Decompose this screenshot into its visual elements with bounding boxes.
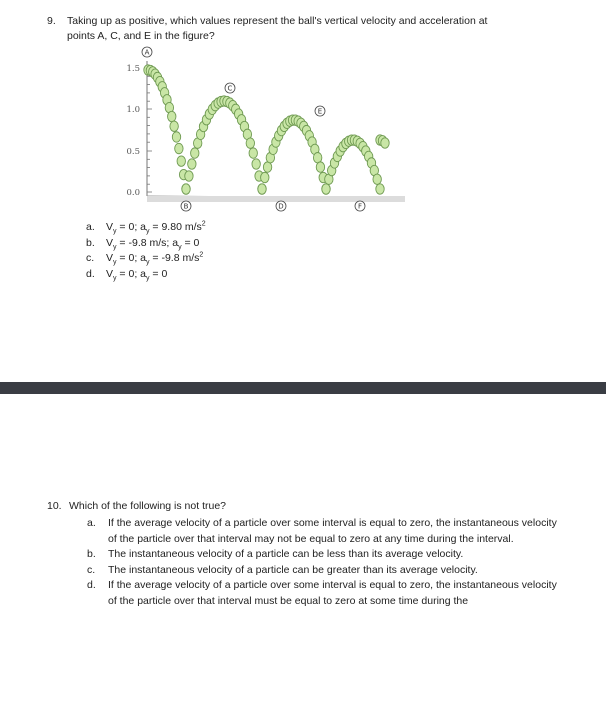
ball-trajectory: [144, 65, 389, 194]
acceleration-value: = 9.80 m/s: [149, 221, 202, 233]
point-label-e: E: [317, 107, 323, 116]
velocity-symbol: V: [106, 236, 114, 249]
option-letter: c.: [86, 252, 95, 264]
acceleration-subscript: y: [146, 274, 150, 282]
option-text: If the average velocity of a particle over some interval is equal to zero, the instantaneous velocity of the particle over that interval must be equal to zero at some time during the: [108, 579, 557, 607]
option-letter: a.: [86, 221, 95, 233]
question-text-line1: Taking up as positive, which values represent the ball's vertical velocity and acceleration at: [67, 15, 488, 27]
velocity-symbol: V: [106, 221, 114, 233]
question-text: Which of the following is not true?: [69, 500, 226, 512]
ball-position: [168, 111, 176, 121]
option-a: [86, 220, 206, 236]
ball-position: [261, 172, 269, 182]
ball-position: [322, 184, 330, 194]
acceleration-value: = 0: [181, 236, 200, 249]
option-text: The instantaneous velocity of a particle can be greater than its average velocity.: [108, 563, 478, 576]
question-10-prompt: [47, 499, 226, 514]
acceleration-subscript: y: [178, 243, 182, 251]
ball-position: [252, 159, 260, 169]
ball-position: [185, 171, 193, 181]
point-label-d: D: [278, 202, 284, 211]
option-b: [86, 236, 206, 252]
option-letter: a.: [87, 517, 96, 529]
ball-position: [313, 152, 321, 162]
y-tick-label: 1.5: [126, 64, 140, 74]
y-ticks: [126, 64, 152, 198]
ball-position: [316, 162, 324, 172]
option-letter: b.: [87, 548, 96, 560]
velocity-symbol: V: [106, 252, 114, 264]
ball-position: [188, 159, 196, 169]
acceleration-subscript: y: [146, 228, 150, 236]
option-c: [86, 251, 206, 267]
option-d: [87, 578, 567, 609]
option-a: [87, 516, 567, 547]
ball-position: [182, 184, 190, 194]
ball-position: [249, 148, 257, 158]
option-b: [87, 547, 567, 563]
velocity-value: = 0; a: [116, 267, 146, 280]
ball-position: [172, 132, 180, 142]
option-letter: c.: [87, 563, 96, 576]
velocity-subscript: y: [113, 274, 117, 282]
velocity-value: = -9.8 m/s; a: [116, 236, 179, 249]
point-label-f: F: [357, 202, 363, 211]
y-tick-label: 0.5: [126, 147, 140, 157]
ball-position: [246, 138, 254, 148]
question-number: 9.: [47, 15, 56, 27]
ball-position: [170, 121, 178, 131]
ball-position: [381, 138, 389, 148]
velocity-subscript: y: [113, 259, 117, 267]
acceleration-value: = 0: [149, 267, 168, 280]
option-letter: d.: [86, 267, 95, 280]
point-label-c: C: [227, 84, 233, 93]
velocity-value: = 0; a: [116, 221, 146, 233]
question-9-options: [86, 220, 206, 282]
ball-position: [175, 143, 183, 153]
velocity-symbol: V: [106, 267, 114, 280]
question-10-options: [87, 516, 567, 609]
option-d: [86, 267, 206, 283]
question-text-line2: points A, C, and E in the figure?: [67, 30, 215, 42]
option-c: [87, 563, 567, 579]
ball-position: [191, 148, 199, 158]
section-divider: [0, 382, 606, 394]
unit-exponent: 2: [199, 251, 204, 259]
option-text: The instantaneous velocity of a particle can be less than its average velocity.: [108, 548, 464, 560]
velocity-subscript: y: [113, 243, 117, 251]
question-10: [0, 394, 606, 728]
y-tick-label: 0.0: [126, 188, 140, 198]
ball-position: [373, 174, 381, 184]
bouncing-ball-figure: [100, 46, 420, 216]
ball-position: [258, 184, 266, 194]
point-label-b: B: [183, 202, 189, 211]
option-letter: b.: [86, 236, 95, 249]
ball-position: [177, 156, 185, 166]
option-text: If the average velocity of a particle over some interval is equal to zero, the instantaneous velocity of the particle over that interval may not be equal to zero at any time during the interval.: [108, 517, 557, 545]
acceleration-value: = -9.8 m/s: [149, 252, 200, 264]
acceleration-subscript: y: [146, 259, 150, 267]
ball-position: [376, 184, 384, 194]
question-number: 10.: [47, 500, 62, 512]
y-tick-label: 1.0: [126, 105, 140, 115]
ball-position: [263, 162, 271, 172]
velocity-subscript: y: [113, 228, 117, 236]
point-label-a: A: [144, 48, 150, 57]
option-letter: d.: [87, 579, 96, 591]
question-9-prompt: [47, 14, 567, 44]
velocity-value: = 0; a: [116, 252, 146, 264]
unit-exponent: 2: [201, 220, 206, 228]
